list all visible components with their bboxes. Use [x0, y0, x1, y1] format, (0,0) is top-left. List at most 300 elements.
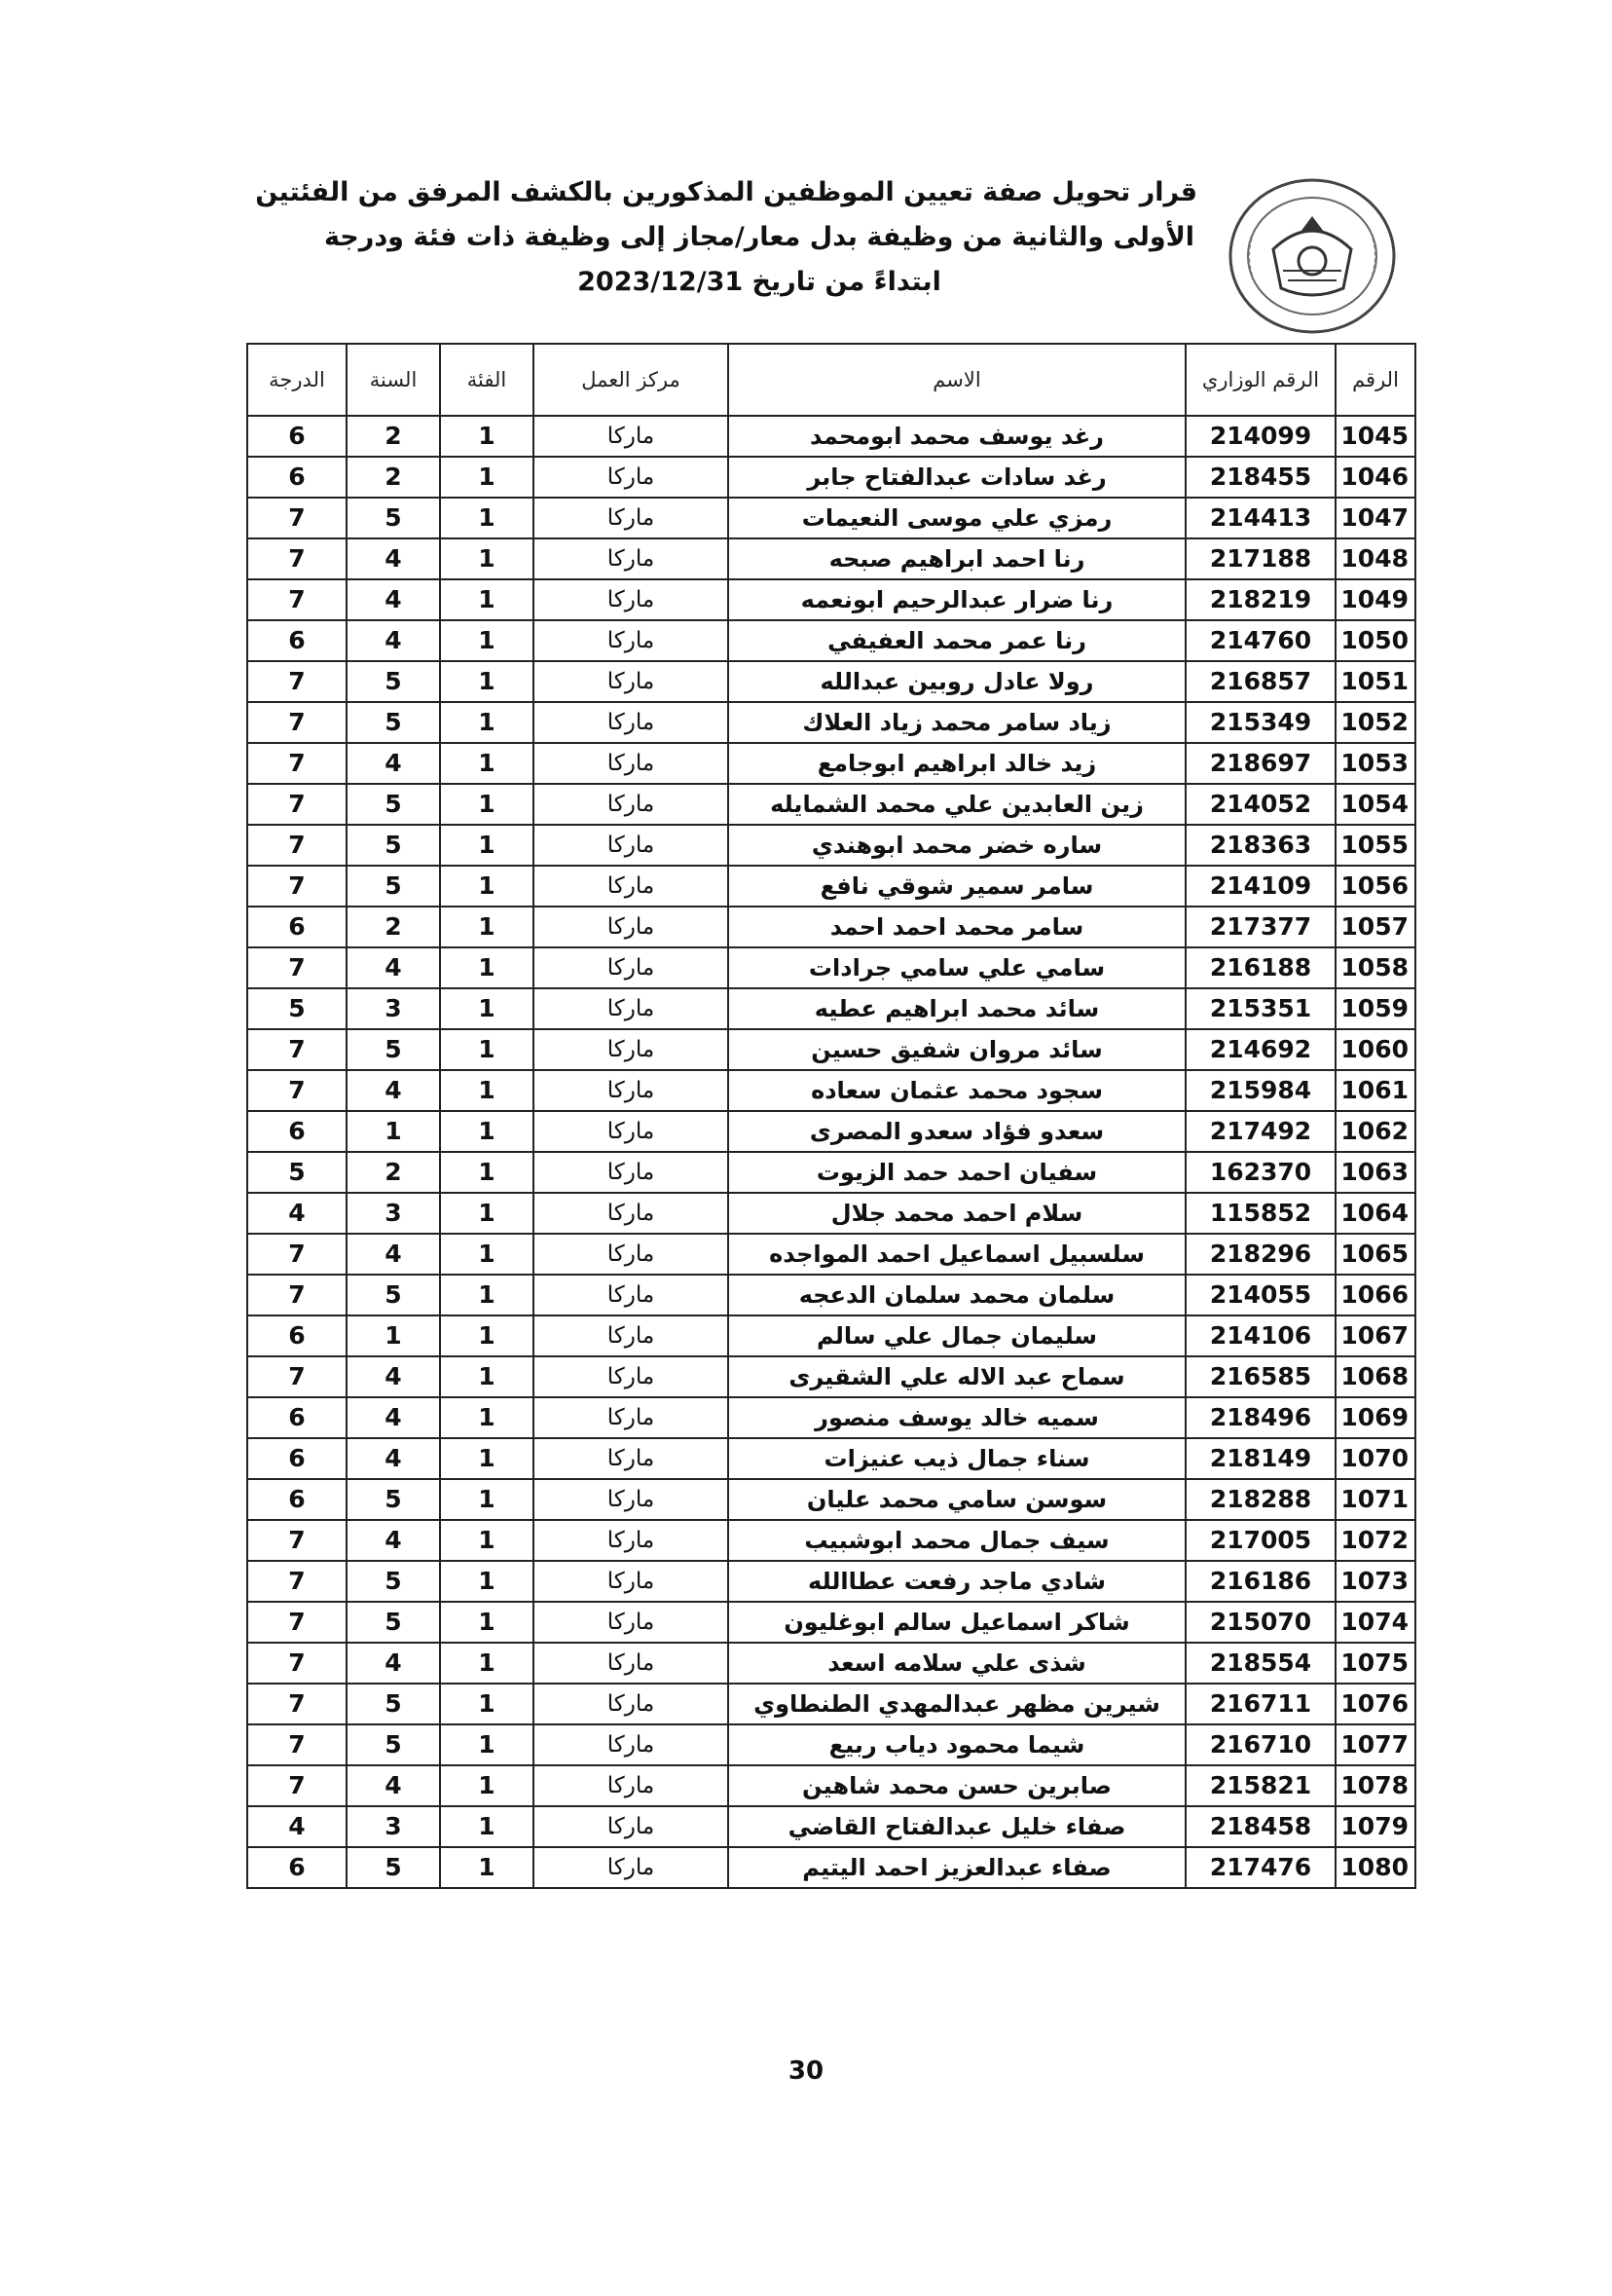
cell-name: سلام احمد محمد جلال	[728, 1193, 1186, 1234]
cell-category: 1	[440, 1029, 533, 1070]
cell-ministry-no: 217188	[1186, 538, 1336, 579]
cell-grade: 6	[247, 1479, 347, 1520]
cell-grade: 7	[247, 784, 347, 825]
cell-name: سفيان احمد حمد الزيوت	[728, 1152, 1186, 1193]
cell-name: رغد يوسف محمد ابومحمد	[728, 416, 1186, 457]
cell-category: 1	[440, 1479, 533, 1520]
cell-work-center: ماركا	[533, 1275, 728, 1315]
cell-name: رنا عمر محمد العفيفي	[728, 620, 1186, 661]
cell-work-center: ماركا	[533, 743, 728, 784]
cell-category: 1	[440, 1438, 533, 1479]
cell-work-center: ماركا	[533, 825, 728, 866]
cell-year: 3	[347, 1806, 440, 1847]
cell-no: 1054	[1336, 784, 1415, 825]
cell-no: 1060	[1336, 1029, 1415, 1070]
cell-name: سامر سمير شوقي نافع	[728, 866, 1186, 907]
cell-no: 1063	[1336, 1152, 1415, 1193]
cell-year: 4	[347, 1765, 440, 1806]
cell-category: 1	[440, 825, 533, 866]
cell-ministry-no: 218496	[1186, 1397, 1336, 1438]
cell-category: 1	[440, 1765, 533, 1806]
cell-no: 1056	[1336, 866, 1415, 907]
table-row	[247, 416, 1415, 457]
cell-work-center: ماركا	[533, 498, 728, 538]
cell-year: 5	[347, 866, 440, 907]
table-row	[247, 661, 1415, 702]
table-row	[247, 1397, 1415, 1438]
table-row	[247, 579, 1415, 620]
cell-year: 1	[347, 1315, 440, 1356]
cell-grade: 7	[247, 579, 347, 620]
header-ministry-no: الرقم الوزاري	[1186, 344, 1336, 416]
cell-work-center: ماركا	[533, 1438, 728, 1479]
cell-name: صفاء عبدالعزيز احمد اليتيم	[728, 1847, 1186, 1888]
cell-ministry-no: 218296	[1186, 1234, 1336, 1275]
cell-work-center: ماركا	[533, 1724, 728, 1765]
cell-name: شاكر اسماعيل سالم ابوغليون	[728, 1602, 1186, 1643]
table-row	[247, 988, 1415, 1029]
cell-year: 5	[347, 1847, 440, 1888]
table-row	[247, 1315, 1415, 1356]
cell-category: 1	[440, 947, 533, 988]
cell-category: 1	[440, 1111, 533, 1152]
cell-name: سلمان محمد سلمان الدعجه	[728, 1275, 1186, 1315]
cell-work-center: ماركا	[533, 538, 728, 579]
cell-category: 1	[440, 538, 533, 579]
cell-no: 1072	[1336, 1520, 1415, 1561]
cell-category: 1	[440, 1561, 533, 1602]
cell-name: شادي ماجد رفعت عطاالله	[728, 1561, 1186, 1602]
cell-grade: 7	[247, 743, 347, 784]
cell-ministry-no: 217492	[1186, 1111, 1336, 1152]
header-no: الرقم	[1336, 344, 1415, 416]
cell-ministry-no: 214692	[1186, 1029, 1336, 1070]
cell-no: 1079	[1336, 1806, 1415, 1847]
cell-category: 1	[440, 1806, 533, 1847]
cell-year: 4	[347, 743, 440, 784]
cell-grade: 6	[247, 1111, 347, 1152]
cell-grade: 7	[247, 498, 347, 538]
cell-name: رولا عادل روبين عبدالله	[728, 661, 1186, 702]
cell-name: سجود محمد عثمان سعاده	[728, 1070, 1186, 1111]
cell-no: 1067	[1336, 1315, 1415, 1356]
cell-category: 1	[440, 1070, 533, 1111]
cell-ministry-no: 215984	[1186, 1070, 1336, 1111]
table-row	[247, 498, 1415, 538]
cell-year: 5	[347, 784, 440, 825]
cell-ministry-no: 214099	[1186, 416, 1336, 457]
table-row	[247, 1111, 1415, 1152]
table-row	[247, 457, 1415, 498]
header-name: الاسم	[728, 344, 1186, 416]
cell-no: 1052	[1336, 702, 1415, 743]
cell-grade: 7	[247, 1234, 347, 1275]
cell-year: 4	[347, 1520, 440, 1561]
cell-category: 1	[440, 1847, 533, 1888]
cell-category: 1	[440, 1356, 533, 1397]
cell-year: 5	[347, 1275, 440, 1315]
table-row	[247, 1438, 1415, 1479]
cell-work-center: ماركا	[533, 1765, 728, 1806]
cell-year: 2	[347, 907, 440, 947]
cell-category: 1	[440, 579, 533, 620]
cell-no: 1048	[1336, 538, 1415, 579]
cell-no: 1068	[1336, 1356, 1415, 1397]
table-row	[247, 866, 1415, 907]
cell-ministry-no: 218363	[1186, 825, 1336, 866]
cell-no: 1050	[1336, 620, 1415, 661]
table-row	[247, 1479, 1415, 1520]
table-row	[247, 1561, 1415, 1602]
cell-ministry-no: 217476	[1186, 1847, 1336, 1888]
cell-ministry-no: 216710	[1186, 1724, 1336, 1765]
table-row	[247, 1765, 1415, 1806]
cell-name: سميه خالد يوسف منصور	[728, 1397, 1186, 1438]
cell-ministry-no: 216711	[1186, 1684, 1336, 1724]
table-row	[247, 1029, 1415, 1070]
table-row	[247, 947, 1415, 988]
cell-ministry-no: 214109	[1186, 866, 1336, 907]
cell-work-center: ماركا	[533, 1602, 728, 1643]
cell-work-center: ماركا	[533, 1847, 728, 1888]
cell-category: 1	[440, 457, 533, 498]
cell-work-center: ماركا	[533, 1806, 728, 1847]
cell-work-center: ماركا	[533, 1643, 728, 1684]
cell-name: ساره خضر محمد ابوهندي	[728, 825, 1186, 866]
table-body	[247, 416, 1415, 1888]
cell-work-center: ماركا	[533, 1193, 728, 1234]
cell-year: 5	[347, 661, 440, 702]
cell-grade: 7	[247, 1765, 347, 1806]
cell-year: 4	[347, 620, 440, 661]
table-row	[247, 1234, 1415, 1275]
cell-no: 1061	[1336, 1070, 1415, 1111]
title-line-3: ابتداءً من تاريخ 2023/12/31	[577, 267, 941, 297]
cell-name: شيرين مظهر عبدالمهدي الطنطاوي	[728, 1684, 1186, 1724]
cell-no: 1066	[1336, 1275, 1415, 1315]
table-row	[247, 1356, 1415, 1397]
cell-no: 1059	[1336, 988, 1415, 1029]
cell-no: 1057	[1336, 907, 1415, 947]
table-row	[247, 784, 1415, 825]
cell-year: 4	[347, 1438, 440, 1479]
cell-year: 4	[347, 947, 440, 988]
cell-category: 1	[440, 784, 533, 825]
cell-work-center: ماركا	[533, 1684, 728, 1724]
cell-category: 1	[440, 1193, 533, 1234]
title-line-1: قرار تحويل صفة تعيين الموظفين المذكورين بالكشف المرفق من الفئتين	[255, 177, 1197, 207]
cell-no: 1053	[1336, 743, 1415, 784]
cell-ministry-no: 218219	[1186, 579, 1336, 620]
header-work-center: مركز العمل	[533, 344, 728, 416]
document-title	[255, 170, 1197, 305]
table-row	[247, 825, 1415, 866]
cell-name: رنا احمد ابراهيم صبحه	[728, 538, 1186, 579]
table-row	[247, 1520, 1415, 1561]
table-row	[247, 907, 1415, 947]
cell-year: 2	[347, 1152, 440, 1193]
header-year: السنة	[347, 344, 440, 416]
header-category: الفئة	[440, 344, 533, 416]
table-row	[247, 1152, 1415, 1193]
cell-grade: 4	[247, 1193, 347, 1234]
cell-no: 1045	[1336, 416, 1415, 457]
table-row	[247, 1684, 1415, 1724]
cell-work-center: ماركا	[533, 1234, 728, 1275]
cell-grade: 7	[247, 866, 347, 907]
cell-grade: 7	[247, 1602, 347, 1643]
table-row	[247, 1806, 1415, 1847]
cell-grade: 6	[247, 457, 347, 498]
cell-category: 1	[440, 743, 533, 784]
cell-name: زياد سامر محمد زياد العلاك	[728, 702, 1186, 743]
cell-work-center: ماركا	[533, 1520, 728, 1561]
title-line-2: الأولى والثانية من وظيفة بدل معار/مجاز إلى وظيفة ذات فئة ودرجة	[323, 222, 1195, 252]
cell-grade: 6	[247, 907, 347, 947]
cell-no: 1049	[1336, 579, 1415, 620]
cell-no: 1069	[1336, 1397, 1415, 1438]
cell-grade: 6	[247, 620, 347, 661]
cell-ministry-no: 215821	[1186, 1765, 1336, 1806]
cell-work-center: ماركا	[533, 1029, 728, 1070]
cell-no: 1077	[1336, 1724, 1415, 1765]
cell-name: صفاء خليل عبدالفتاح القاضي	[728, 1806, 1186, 1847]
cell-category: 1	[440, 1724, 533, 1765]
cell-no: 1075	[1336, 1643, 1415, 1684]
cell-name: صابرين حسن محمد شاهين	[728, 1765, 1186, 1806]
cell-ministry-no: 218554	[1186, 1643, 1336, 1684]
cell-category: 1	[440, 498, 533, 538]
cell-category: 1	[440, 1275, 533, 1315]
cell-ministry-no: 214413	[1186, 498, 1336, 538]
cell-grade: 6	[247, 1438, 347, 1479]
cell-ministry-no: 115852	[1186, 1193, 1336, 1234]
cell-no: 1058	[1336, 947, 1415, 988]
cell-work-center: ماركا	[533, 661, 728, 702]
cell-ministry-no: 218458	[1186, 1806, 1336, 1847]
cell-grade: 7	[247, 1724, 347, 1765]
cell-year: 4	[347, 579, 440, 620]
cell-work-center: ماركا	[533, 579, 728, 620]
cell-grade: 7	[247, 538, 347, 579]
cell-grade: 7	[247, 947, 347, 988]
cell-no: 1073	[1336, 1561, 1415, 1602]
cell-work-center: ماركا	[533, 1397, 728, 1438]
table-header-row	[247, 344, 1415, 416]
cell-work-center: ماركا	[533, 620, 728, 661]
cell-work-center: ماركا	[533, 1561, 728, 1602]
header-grade: الدرجة	[247, 344, 347, 416]
cell-work-center: ماركا	[533, 457, 728, 498]
cell-work-center: ماركا	[533, 1070, 728, 1111]
cell-year: 4	[347, 538, 440, 579]
cell-year: 5	[347, 1684, 440, 1724]
cell-no: 1074	[1336, 1602, 1415, 1643]
cell-category: 1	[440, 1643, 533, 1684]
cell-year: 4	[347, 1070, 440, 1111]
cell-grade: 7	[247, 702, 347, 743]
cell-year: 3	[347, 1193, 440, 1234]
cell-ministry-no: 216188	[1186, 947, 1336, 988]
cell-year: 2	[347, 457, 440, 498]
cell-year: 3	[347, 988, 440, 1029]
cell-work-center: ماركا	[533, 1479, 728, 1520]
employee-table	[246, 343, 1416, 1889]
cell-category: 1	[440, 1234, 533, 1275]
cell-category: 1	[440, 1152, 533, 1193]
cell-name: شذى علي سلامه اسعد	[728, 1643, 1186, 1684]
cell-name: سامي علي سامي جرادات	[728, 947, 1186, 988]
cell-grade: 6	[247, 1847, 347, 1888]
cell-work-center: ماركا	[533, 416, 728, 457]
cell-no: 1065	[1336, 1234, 1415, 1275]
cell-grade: 7	[247, 1029, 347, 1070]
cell-ministry-no: 215351	[1186, 988, 1336, 1029]
cell-name: رمزي علي موسى النعيمات	[728, 498, 1186, 538]
cell-year: 5	[347, 1479, 440, 1520]
table-row	[247, 620, 1415, 661]
cell-grade: 7	[247, 1520, 347, 1561]
cell-name: سائد مروان شفيق حسين	[728, 1029, 1186, 1070]
cell-category: 1	[440, 866, 533, 907]
cell-category: 1	[440, 1520, 533, 1561]
cell-no: 1051	[1336, 661, 1415, 702]
cell-ministry-no: 216585	[1186, 1356, 1336, 1397]
page-number: 30	[788, 2056, 824, 2086]
table-row	[247, 538, 1415, 579]
cell-work-center: ماركا	[533, 1111, 728, 1152]
cell-name: سلسبيل اسماعيل احمد المواجده	[728, 1234, 1186, 1275]
cell-ministry-no: 214055	[1186, 1275, 1336, 1315]
cell-year: 5	[347, 1029, 440, 1070]
cell-ministry-no: 215070	[1186, 1602, 1336, 1643]
cell-grade: 7	[247, 1561, 347, 1602]
cell-grade: 6	[247, 1397, 347, 1438]
cell-ministry-no: 215349	[1186, 702, 1336, 743]
cell-category: 1	[440, 1315, 533, 1356]
cell-ministry-no: 217005	[1186, 1520, 1336, 1561]
cell-category: 1	[440, 1602, 533, 1643]
cell-name: رغد سادات عبدالفتاح جابر	[728, 457, 1186, 498]
cell-grade: 4	[247, 1806, 347, 1847]
cell-ministry-no: 218697	[1186, 743, 1336, 784]
cell-name: سوسن سامي محمد عليان	[728, 1479, 1186, 1520]
cell-ministry-no: 214052	[1186, 784, 1336, 825]
cell-category: 1	[440, 1684, 533, 1724]
cell-grade: 7	[247, 1275, 347, 1315]
cell-year: 5	[347, 498, 440, 538]
cell-ministry-no: 218149	[1186, 1438, 1336, 1479]
cell-ministry-no: 216857	[1186, 661, 1336, 702]
cell-work-center: ماركا	[533, 784, 728, 825]
cell-grade: 7	[247, 661, 347, 702]
cell-grade: 6	[247, 416, 347, 457]
cell-no: 1047	[1336, 498, 1415, 538]
cell-grade: 7	[247, 1643, 347, 1684]
cell-work-center: ماركا	[533, 947, 728, 988]
cell-year: 5	[347, 1602, 440, 1643]
cell-no: 1062	[1336, 1111, 1415, 1152]
cell-category: 1	[440, 907, 533, 947]
cell-category: 1	[440, 702, 533, 743]
cell-grade: 7	[247, 825, 347, 866]
cell-no: 1071	[1336, 1479, 1415, 1520]
cell-ministry-no: 214106	[1186, 1315, 1336, 1356]
table-row	[247, 1643, 1415, 1684]
cell-year: 2	[347, 416, 440, 457]
cell-no: 1055	[1336, 825, 1415, 866]
cell-ministry-no: 218288	[1186, 1479, 1336, 1520]
cell-name: زين العابدين علي محمد الشمايله	[728, 784, 1186, 825]
cell-work-center: ماركا	[533, 988, 728, 1029]
cell-name: زيد خالد ابراهيم ابوجامع	[728, 743, 1186, 784]
cell-category: 1	[440, 620, 533, 661]
cell-year: 1	[347, 1111, 440, 1152]
cell-year: 4	[347, 1234, 440, 1275]
cell-work-center: ماركا	[533, 702, 728, 743]
cell-grade: 7	[247, 1070, 347, 1111]
cell-ministry-no: 218455	[1186, 457, 1336, 498]
cell-work-center: ماركا	[533, 1315, 728, 1356]
cell-name: سعدو فؤاد سعدو المصرى	[728, 1111, 1186, 1152]
cell-no: 1076	[1336, 1684, 1415, 1724]
cell-work-center: ماركا	[533, 1152, 728, 1193]
cell-ministry-no: 214760	[1186, 620, 1336, 661]
table-row	[247, 1724, 1415, 1765]
cell-no: 1078	[1336, 1765, 1415, 1806]
cell-year: 4	[347, 1397, 440, 1438]
cell-name: سليمان جمال علي سالم	[728, 1315, 1186, 1356]
cell-category: 1	[440, 661, 533, 702]
table-row	[247, 1275, 1415, 1315]
cell-category: 1	[440, 988, 533, 1029]
cell-work-center: ماركا	[533, 1356, 728, 1397]
cell-year: 5	[347, 1724, 440, 1765]
table-row	[247, 1847, 1415, 1888]
table-row	[247, 702, 1415, 743]
cell-name: سناء جمال ذيب عنيزات	[728, 1438, 1186, 1479]
cell-category: 1	[440, 1397, 533, 1438]
table-row	[247, 1602, 1415, 1643]
cell-name: سائد محمد ابراهيم عطيه	[728, 988, 1186, 1029]
table-row	[247, 743, 1415, 784]
cell-year: 4	[347, 1356, 440, 1397]
cell-no: 1046	[1336, 457, 1415, 498]
cell-no: 1070	[1336, 1438, 1415, 1479]
cell-name: سماح عبد الاله علي الشقيرى	[728, 1356, 1186, 1397]
cell-ministry-no: 162370	[1186, 1152, 1336, 1193]
cell-no: 1064	[1336, 1193, 1415, 1234]
cell-year: 5	[347, 825, 440, 866]
table-row	[247, 1193, 1415, 1234]
cell-grade: 5	[247, 1152, 347, 1193]
ministry-emblem-icon	[1215, 173, 1400, 339]
cell-grade: 7	[247, 1356, 347, 1397]
cell-year: 4	[347, 1643, 440, 1684]
cell-name: سامر محمد احمد احمد	[728, 907, 1186, 947]
table-row	[247, 1070, 1415, 1111]
cell-ministry-no: 217377	[1186, 907, 1336, 947]
cell-name: شيما محمود دياب ربيع	[728, 1724, 1186, 1765]
cell-grade: 6	[247, 1315, 347, 1356]
cell-work-center: ماركا	[533, 866, 728, 907]
cell-grade: 5	[247, 988, 347, 1029]
cell-ministry-no: 216186	[1186, 1561, 1336, 1602]
cell-category: 1	[440, 416, 533, 457]
cell-grade: 7	[247, 1684, 347, 1724]
cell-name: رنا ضرار عبدالرحيم ابونعمه	[728, 579, 1186, 620]
cell-name: سيف جمال محمد ابوشبيب	[728, 1520, 1186, 1561]
